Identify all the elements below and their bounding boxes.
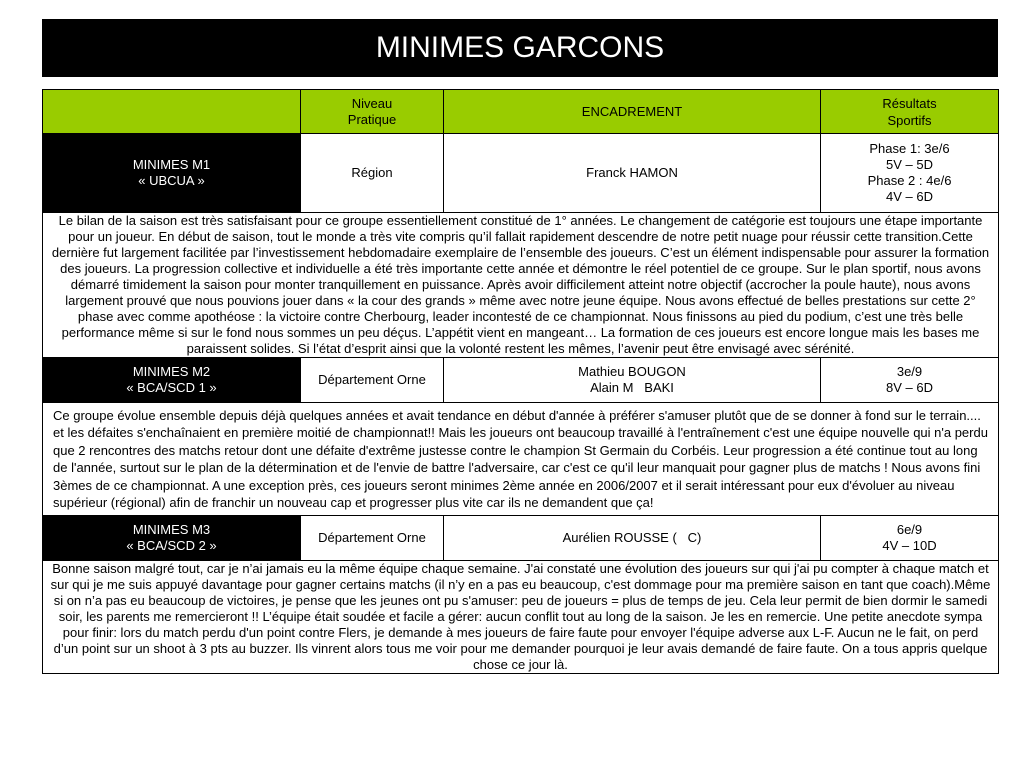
- header-team-cell: [43, 90, 301, 134]
- team-niveau: Département Orne: [301, 516, 444, 561]
- team-encadrement: [444, 134, 821, 213]
- header-encadrement: [444, 90, 821, 134]
- team-comment: Bonne saison malgré tout, car je n’ai jamais eu la même équipe chaque semaine. J'ai constaté une évolution des joueurs sur qui j'ai pu compter à chaque match et sur qui je me suis appuyé davantage pour gagner certains matchs (il n’y en a pas eu beaucoup, c'est dommage pour ma première saison en tant que coach).Même si on n’a pas eu beaucoup de victoires, je pense que les jeunes ont pu s'amuser: peu de joueurs = plus de temps de jeu. Cela leur permit de bien dormir le samedi soir, les parents me remercieront !! L’équipe était soudée et facile a gérer: aucun conflit tout au long de la saison. Je les en remercie. Une petite anecdote sympa pour finir: lors du match perdu d'un point contre Flers, je demande à mes joueurs de faire faute pour envoyer l'équipe adverse aux L-F. Aucun ne le fait, on perd d’un point sur un shoot à 3 pts au buzzer. Ils vinrent alors tous me voir pour me demander pourquoi je leur avais demandé de faire faute. On a tous appris quelque chose ce jour là.: [43, 561, 999, 674]
- result-line: 8V – 6D: [886, 380, 933, 395]
- comment-row: [43, 213, 999, 358]
- comment-row: [43, 403, 999, 516]
- team-resultats: [821, 516, 999, 561]
- page-title: MINIMES GARCONS: [42, 19, 998, 77]
- team-row: [43, 516, 999, 561]
- result-line: 5V – 5D: [886, 157, 933, 172]
- team-name-line2: « BCA/SCD 1 »: [126, 380, 217, 395]
- team-row: [43, 134, 999, 213]
- team-resultats: [821, 358, 999, 403]
- teams-table: [42, 89, 999, 674]
- header-resultats-line1: Résultats: [882, 95, 937, 111]
- result-line: Phase 2 : 4e/6: [867, 173, 952, 188]
- team-name-line1: MINIMES M1: [132, 157, 211, 172]
- result-line: 4V – 10D: [882, 538, 937, 554]
- result-line: 3e/9: [896, 364, 923, 379]
- team-niveau: Département Orne: [301, 358, 444, 403]
- header-resultats-line2: Sportifs: [887, 112, 932, 128]
- result-line: Phase 1: 3e/6: [869, 141, 950, 156]
- coach-name: Aurélien ROUSSE ( C): [562, 530, 702, 546]
- coach-name: Franck HAMON: [586, 165, 678, 180]
- header-niveau: [301, 90, 444, 134]
- team-comment: Ce groupe évolue ensemble depuis déjà quelques années et avait tendance en début d'année à préférer s'amuser plutôt que de se donner à fond sur le terrain.... et les défaites s'enchaînaient en première moitié de championnat!! Mais les joueurs ont beaucoup travaillé à l'entraînement c'est une équipe nouvelle qui n'a perdu que 2 rencontres des matchs retour dont une défaite d'extrême justesse contre le champion St Germain du Corbéis. Leur progression a été continue tout au long de l'année, surtout sur le plan de la détermination et de l'envie de battre l'adversaire, car c'est ce qu'il leur manquait pour gagner plus de matchs ! Nous avons fini 3èmes de ce championnat. A une exception près, ces joueurs seront minimes 2ème année en 2006/2007 et il serait intéressant pour eux d'évoluer au niveau supérieur (régional) afin de franchir un nouveau cap et progresser plus vite car ils ne demandent que ça!: [43, 403, 999, 516]
- team-name-line1: MINIMES M2: [132, 364, 211, 379]
- team-name-line1: MINIMES M3: [132, 522, 211, 538]
- header-niveau-line2: Pratique: [347, 111, 397, 127]
- team-name: [43, 516, 301, 561]
- team-row: [43, 358, 999, 403]
- team-encadrement: [444, 516, 821, 561]
- coach-name: Mathieu BOUGON: [578, 364, 686, 379]
- comment-row: [43, 561, 999, 674]
- coach-name: Alain M BAKI: [590, 380, 674, 395]
- header-niveau-line1: Niveau: [351, 95, 393, 111]
- result-line: 4V – 6D: [886, 189, 933, 204]
- team-niveau: Région: [301, 134, 444, 213]
- team-resultats: [821, 134, 999, 213]
- team-name-line2: « UBCUA »: [138, 173, 205, 188]
- team-name-line2: « BCA/SCD 2 »: [126, 538, 217, 554]
- header-resultats: [821, 90, 999, 134]
- team-comment: Le bilan de la saison est très satisfaisant pour ce groupe essentiellement constitué de 1° années. Le changement de catégorie est toujours une étape importante pour un joueur. En début de saison, tout le monde a très vite compris qu’il fallait rapidement descendre de notre petit nuage pour réussir cette transition.Cette dernière fut largement facilitée par l’investissement hebdomadaire exemplaire de l’ensemble des joueurs. C’est un élément indispensable pour assurer la formation des joueurs. La progression collective et individuelle a été très importante cette année et démontre le réel potentiel de ce groupe. Sur le plan sportif, nous avons démarré timidement la saison pour monter tranquillement en puissance. Après avoir difficilement atteint notre objectif (accrocher la poule haute), nous avons largement prouvé que nous pouvions jouer dans « la cour des grands » même avec notre jeune équipe. Nous avons effectué de belles prestations sur cette 2° phase avec comme apothéose : la victoire contre Cherbourg, leader incontesté de ce championnat. Nous finissons au pied du podium, c’est une très belle performance même si sur le fond nous sommes un peu déçus. L’appétit vient en mangeant… La formation de ces joueurs est encore longue mais les bases me paraissent solides. Si l’état d’esprit ainsi que la volonté restent les mêmes, l’avenir peut être envisagé avec sérénité.: [43, 213, 999, 358]
- header-row: [43, 90, 999, 134]
- team-name: [43, 358, 301, 403]
- team-encadrement: [444, 358, 821, 403]
- result-line: 6e/9: [896, 522, 923, 538]
- team-name: [43, 134, 301, 213]
- header-encadrement-label: ENCADREMENT: [581, 103, 683, 119]
